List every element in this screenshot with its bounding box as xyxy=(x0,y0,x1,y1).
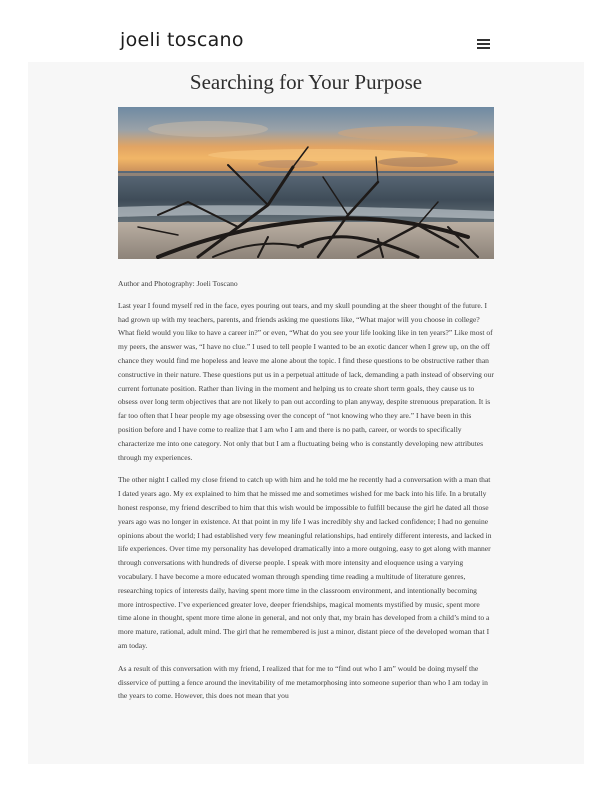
menu-line xyxy=(477,47,490,49)
image-caption: Author and Photography: Joeli Toscano xyxy=(118,279,238,288)
article-paragraph: The other night I called my close friend to catch up with him and he told me he recently had a conversation with a man that I dated years ago. My ex explained to him that he missed me and sometimes wished for me back into his life. In a brutally honest response, my friend described to him that this wish would be impossible to fulfill because the girl he dated all those years ago was no longer in existence. At that point in my life I was incredibly shy and lacked confidence; I had no genuine opinions about the world; I had established very few meaningful relationships, had entirely different interests, and lacked in life experiences. Over time my personality has developed dramatically into a more outgoing, easy to get along with manner through conversations with hundreds of diverse people. I speak with more intensity and eloquence using a varying vocabulary. I have become a more educated woman through spending time reading a multitude of literature genres, researching topics of interests daily, having spent more time in the classroom environment, and intentionally becoming more introspective. I’ve experienced greater love, deeper friendships, magical moments mystified by music, spent more time alone in thought, spent more time alone in general, and not only that, my brain has developed from a child’s mind to a more mature, rational, adult mind. The girl that he remembered is just a minor, distant piece of the developed woman that I am today. xyxy=(118,475,492,650)
hero-image xyxy=(118,107,494,259)
menu-line xyxy=(477,39,490,41)
article-paragraph: As a result of this conversation with my friend, I realized that for me to “find out who I am” would be doing myself the disservice of putting a fence around the inevitability of me metamorphosing into someone superior than who I am today in the years to come. However, this does not mean that you xyxy=(118,663,488,701)
hamburger-menu-icon[interactable] xyxy=(477,38,490,50)
article-body xyxy=(118,277,494,712)
article-paragraph: Last year I found myself red in the face, eyes pouring out tears, and my skull pounding at the sheer thought of the future. I had grown up with my teachers, parents, and friends asking me questions like, “What major will you choose in college? What field would you like to have a career in?” or even, “What do you see your life looking like in ten years?” Like most of my peers, the answer was, “I have no clue.” I used to tell people I wanted to be an exotic dancer when I grew up, on the off chance they would find me hopeless and leave me alone about the topic. I find these questions to be obstructive rather than constructive in their nature. These questions put us in a perpetual attitude of lack, demanding a path instead of observing our current fortunate position. Rather than living in the moment and helping us to create short term goals, they cause us to obsess over long term objectives that are not likely to pan out according to plan anyway, despite strenuous preparation. It is far too often that I hear people my age obsessing over the concept of “not knowing who they are.” I have been in this position before and I have come to realize that I am who I am and there is no path, career, or words to specifically characterize me into one category. Not only that but I am a fluctuating being who is constantly developing new attributes through my experiences. xyxy=(118,300,494,462)
menu-line xyxy=(477,43,490,45)
site-header xyxy=(0,0,612,62)
sunset-beach-driftwood-image xyxy=(118,107,494,259)
site-title[interactable]: joeli toscano xyxy=(120,29,244,51)
page-title: Searching for Your Purpose xyxy=(189,70,423,94)
